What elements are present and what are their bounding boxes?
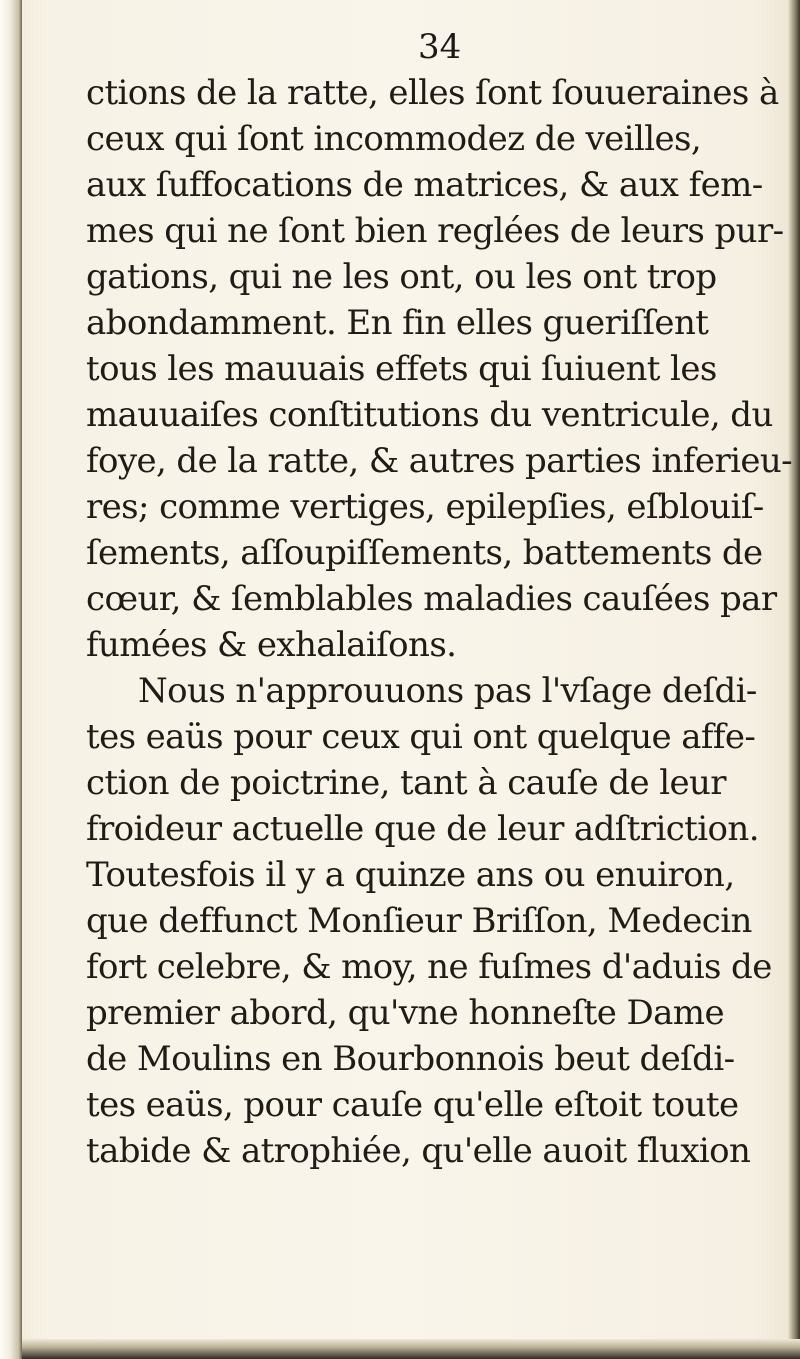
paragraph-first-line: Nous n'approuuons pas l'vſage deſdi- [138,671,757,711]
text-line: aux ſuffocations de matrices, & aux fem- [86,165,763,205]
text-line: cœur, & ſemblables maladies cauſées par [86,579,777,619]
text-line: res; comme vertiges, epilepſies, eſblouiſ- [86,487,764,527]
text-line: ctions de la ratte, elles ſont ſouueraines à [86,73,779,113]
text-line: abondamment. En fin elles gueriſſent [86,303,709,343]
text-line: de Moulins en Bourbonnois beut deſdi- [86,1039,735,1079]
text-line: que deffunct Monſieur Briſſon, Medecin [86,901,752,941]
page-edge-bottom [22,1339,800,1359]
text-line: mes qui ne ſont bien reglées de leurs pur- [86,211,784,251]
text-line: gations, qui ne les ont, ou les ont trop [86,257,717,297]
text-line: fumées & exhalaiſons. [86,625,457,665]
text-line: ction de poictrine, tant à cauſe de leur [86,763,726,803]
text-line: tabide & atrophiée, qu'elle auoit fluxion [86,1131,751,1171]
page-gutter [0,0,22,1359]
text-line: fort celebre, & moy, ne fuſmes d'aduis de [86,947,772,987]
text-line: foye, de la ratte, & autres parties inferieu- [86,441,793,481]
text-line: mauuaiſes conſtitutions du ventricule, du [86,395,773,435]
page-number: 34 [418,27,462,67]
text-line: tous les mauuais effets qui ſuiuent les [86,349,717,389]
text-line: premier abord, qu'vne honneſte Dame [86,993,724,1033]
text-line: ceux qui ſont incommodez de veilles, [86,119,702,159]
text-line: tes eaüs, pour cauſe qu'elle eſtoit toute [86,1085,739,1125]
text-line: froideur actuelle que de leur adſtriction. [86,809,759,849]
text-line: tes eaüs pour ceux qui ont quelque affe- [86,717,756,757]
text-line: ſements, aſſoupiſſements, battements de [86,533,763,573]
text-line: Toutesfois il y a quinze ans ou enuiron, [86,855,735,895]
body-text [86,70,798,1174]
